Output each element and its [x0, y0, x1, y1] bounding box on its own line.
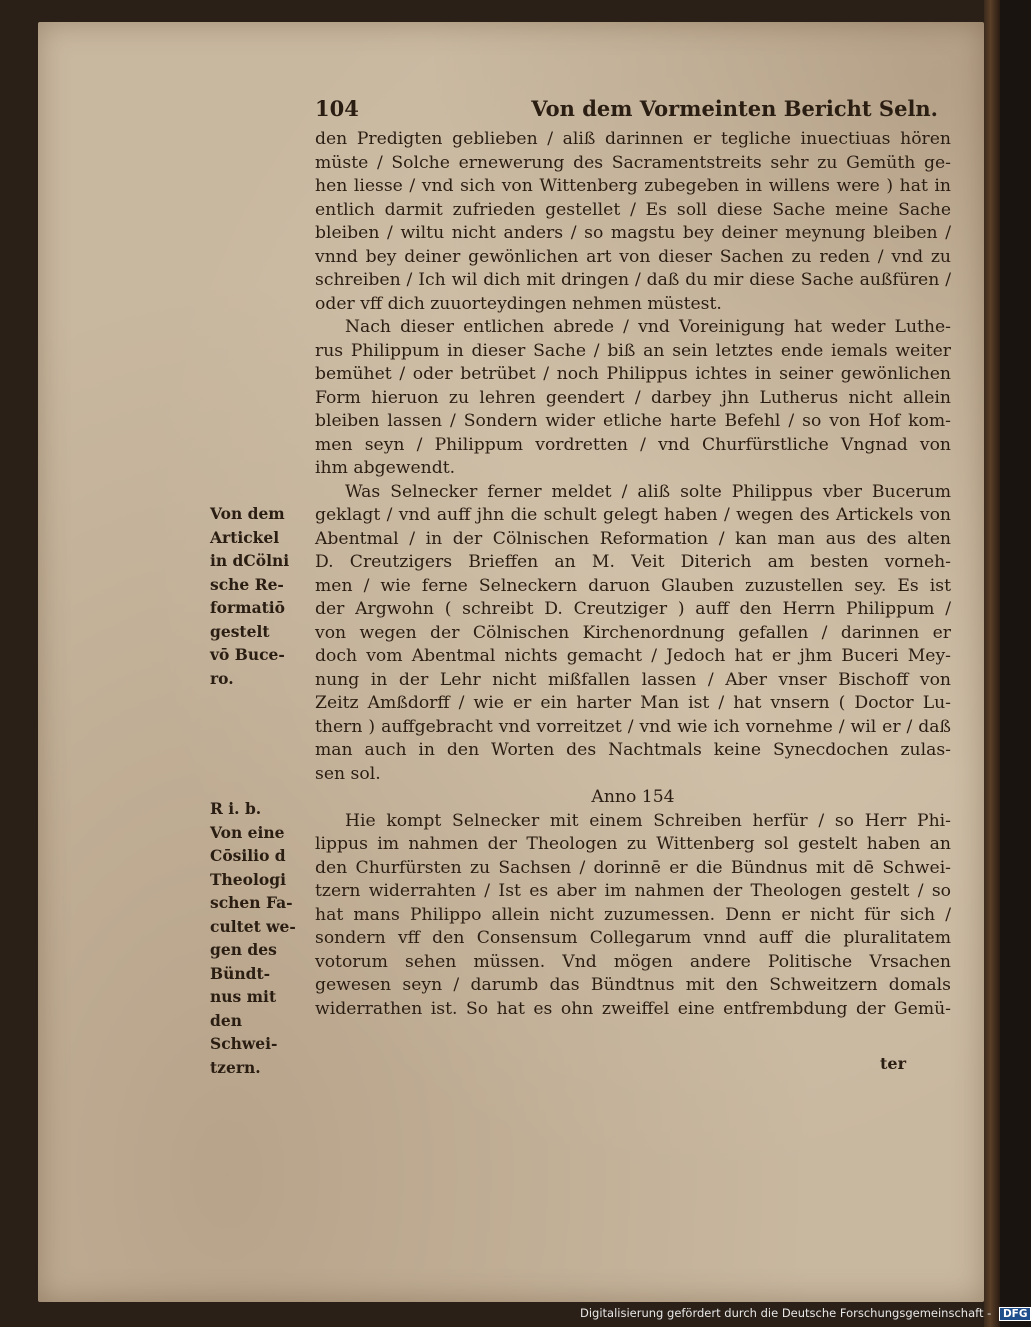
year-heading: Anno 154	[591, 787, 675, 807]
margin-line: tzern.	[210, 1057, 261, 1077]
catchword: ter	[880, 1054, 906, 1073]
text-line: bleiben / wiltu nicht anders / so magstu bey deiner meynung bleiben /	[315, 223, 951, 243]
page-number: 104	[315, 96, 359, 121]
margin-line: Schwei-	[210, 1034, 278, 1053]
text-line: thern ) auffgebracht vnd vorreitzet / vnd wie ich vornehme / wil er / daß	[315, 716, 951, 737]
margin-note-cologne-article	[210, 502, 306, 690]
text-line: men / wie ferne Selneckern daruon Glauben zuzustellen sey. Es ist	[315, 575, 951, 596]
page-header	[315, 96, 950, 124]
text-line: Was Selnecker ferner meldet / aliß solte Philippus vber Bucerum	[345, 481, 951, 502]
margin-line: gestelt	[210, 621, 270, 641]
paragraph-2	[315, 316, 951, 481]
text-line: votorum sehen müssen. Vnd mögen andere Politische Vrsachen	[315, 951, 951, 972]
text-line: Form hieruon zu lehren geendert / darbey jhn Lutherus nicht allein	[315, 387, 951, 408]
text-line: D. Creutzigers Brieffen an M. Veit Diterich am besten vorneh-	[315, 552, 951, 572]
text-line: müste / Solche ernewerung des Sacramentstreits sehr zu Gemüth ge-	[315, 152, 951, 173]
dfg-logo-icon: DFG	[999, 1307, 1031, 1321]
text-line: vnnd bey deiner gewönlichen art von dieser Sachen zu reden / vnd zu	[315, 246, 951, 267]
text-line: lippus im nahmen der Theologen zu Wittenberg sol gestelt haben an	[315, 834, 951, 854]
book-spine-edge	[984, 0, 1000, 1327]
digitization-credit	[580, 1306, 1028, 1324]
text-line: tzern widerrahten / Ist es aber im nahmen der Theologen gestelt / so	[315, 881, 951, 901]
text-line: schreiben / Ich wil dich mit dringen / daß du mir diese Sache außfüren /	[315, 270, 951, 290]
text-line: doch vom Abentmal nichts gemacht / Jedoch hat er jhm Buceri Mey-	[315, 646, 951, 666]
margin-line: vō Buce-	[210, 645, 285, 664]
text-line: man auch in den Worten des Nachtmals keine Synecdochen zulas-	[315, 740, 951, 760]
text-line: bemühet / oder betrübet / noch Philippus ichtes in seiner gewönlichen	[315, 364, 951, 384]
margin-line: formatiō	[210, 598, 286, 617]
margin-line: ro.	[210, 668, 234, 688]
margin-line: schen Fa-	[210, 893, 293, 912]
text-line: widerrathen ist. So hat es ohn zweiffel eine entfrembdung der Gemü-	[315, 998, 951, 1019]
margin-note-faculty-counsel	[210, 797, 306, 1079]
margin-line: in dCölni	[210, 551, 290, 570]
text-line: men seyn / Philippum vordretten / vnd Churfürstliche Vngnad von	[315, 434, 951, 455]
text-line: gewesen seyn / darumb das Bündtnus mit den Schweitzern domals	[315, 975, 951, 995]
main-text	[315, 128, 951, 1021]
text-line: sen sol.	[315, 763, 381, 784]
text-line: der Argwohn ( schreibt D. Creutziger ) auff den Herrn Philippum /	[315, 599, 951, 619]
margin-line: den	[210, 1010, 242, 1030]
text-line: bleiben lassen / Sondern wider etliche harte Befehl / so von Hof kom-	[315, 411, 951, 431]
text-line: oder vff dich zuuorteydingen nehmen müstest.	[315, 293, 722, 314]
text-line: Abentmal / in der Cölnischen Reformation / kan man aus des alten	[315, 528, 951, 549]
text-line: den Churfürsten zu Sachsen / dorinnē er die Bündnus mit dē Schwei-	[315, 857, 951, 878]
text-line: rus Philippum in dieser Sache / biß an sein letztes ende iemals weiter	[315, 340, 951, 361]
text-line: den Predigten geblieben / aliß darinnen er tegliche inuectiuas hören	[315, 129, 951, 149]
margin-line: Theologi	[210, 869, 286, 889]
margin-line: Artickel	[210, 527, 280, 547]
margin-line: Bündt-	[210, 963, 271, 983]
margin-line: sche Re-	[210, 574, 284, 594]
text-line: entlich darmit zufrieden gestellet / Es soll diese Sache meine Sache	[315, 199, 951, 220]
paragraph-4	[315, 810, 951, 1022]
margin-line: nus mit	[210, 987, 277, 1006]
paragraph-3	[315, 481, 951, 787]
text-line: nung in der Lehr nicht mißfallen lassen / Aber vnser Bischoff von	[315, 669, 951, 690]
text-line: hen liesse / vnd sich von Wittenberg zubegeben in willens were ) hat in	[315, 176, 951, 196]
running-title: Von dem Vormeinten Bericht Seln.	[531, 96, 938, 121]
margin-line: Von dem	[210, 504, 285, 523]
margin-line: R i. b.	[210, 799, 262, 818]
text-line: Nach dieser entlichen abrede / vnd Voreinigung hat weder Luthe-	[345, 317, 951, 337]
text-line: hat mans Philippo allein nicht zuzumessen. Denn er nicht für sich /	[315, 904, 951, 925]
paragraph-1	[315, 128, 951, 316]
margin-line: gen des	[210, 940, 277, 959]
text-line: sondern vff den Consensum Collegarum vnnd auff die pluralitatem	[315, 928, 951, 948]
text-line: geklagt / vnd auff jhn die schult gelegt haben / wegen des Artickels von	[315, 505, 951, 525]
margin-line: Cōsilio d	[210, 846, 286, 865]
text-line: von wegen der Cölnischen Kirchenordnung gefallen / darinnen er	[315, 622, 951, 643]
text-line: Zeitz Amßdorff / wie er ein harter Man ist / hat vnsern ( Doctor Lu-	[315, 693, 951, 713]
text-line: Hie kompt Selnecker mit einem Schreiben herfür / so Herr Phi-	[345, 810, 951, 831]
credit-text: Digitalisierung gefördert durch die Deutsche Forschungsgemeinschaft -	[580, 1306, 992, 1320]
text-line: ihm abgewendt.	[315, 458, 456, 478]
margin-line: Von eine	[210, 822, 285, 842]
margin-line: cultet we-	[210, 916, 296, 936]
